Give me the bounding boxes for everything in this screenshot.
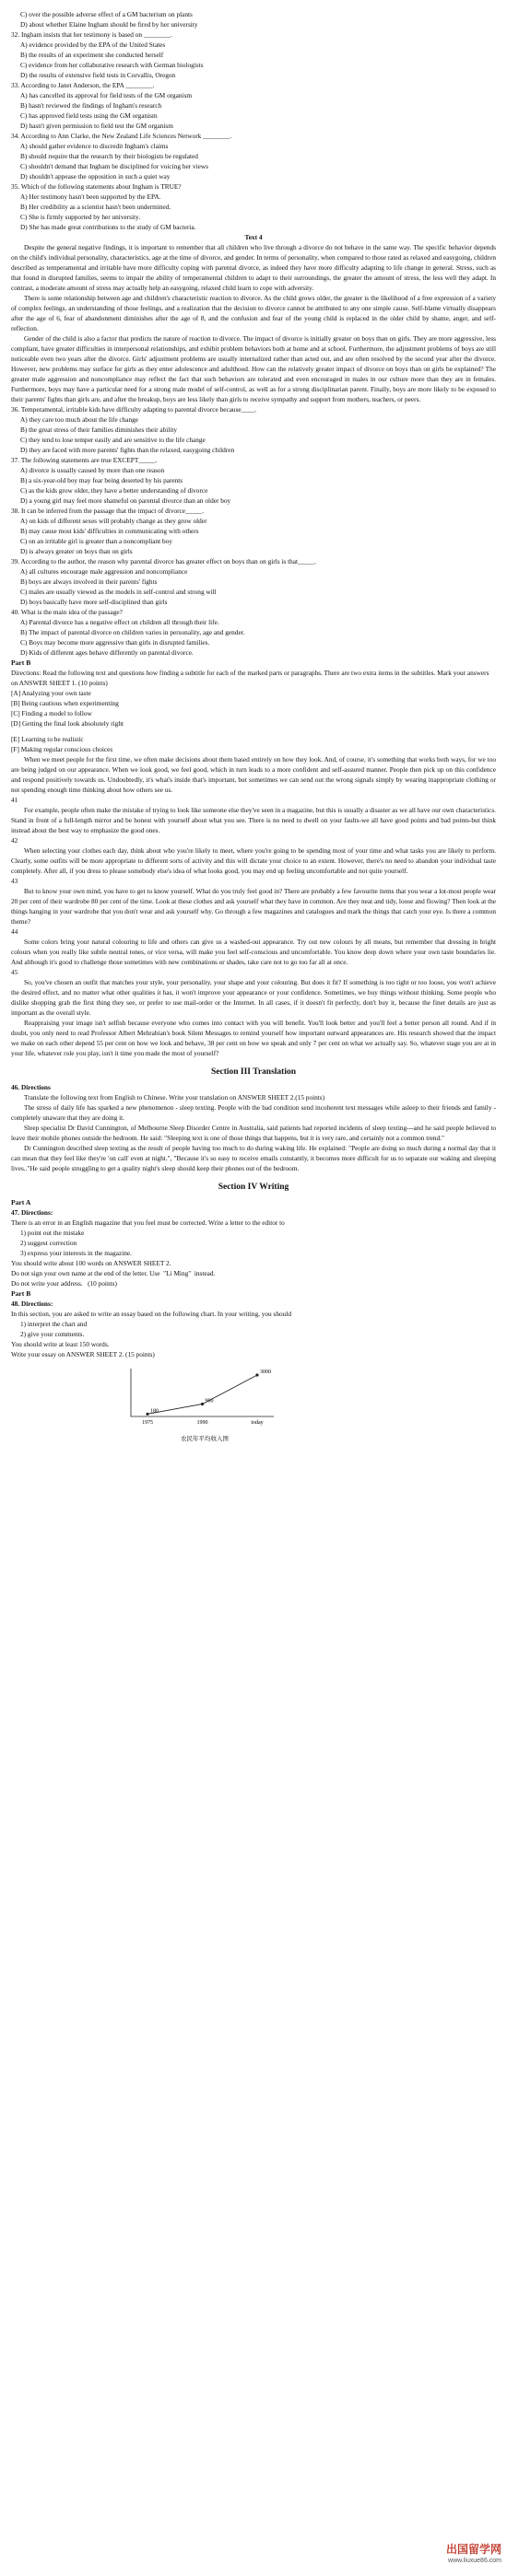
section-3-title: Section III Translation	[210, 1067, 297, 1077]
site-watermark	[422, 2543, 501, 2570]
translation-paragraph: Dr Cunnington described sleep texting as the result of people having too much to do during waking life. He explained: "People are doing so much during a normal day that it can mean that they feel like they're 'on call' even at night.", "Because it's so easy to receive emails constantly, it becomes more difficult for us to separate our waking and sleeping lives.."He said people struggling to get a quality night's sleep should keep their phones out of the bedroom.	[11, 1144, 496, 1172]
section-paragraph: For example, people often make the mistake of trying to look like someone else they've seen in a magazine, but this is usually a disaster as we all have our own characteristics. Stand in front of a full-length mirror and be honest with yourself about what you see. There is no need to dwell on your faults-we all have good points and bad points-but think instead about the best way to emphasize the good ones.	[11, 806, 496, 834]
text-line: D) hasn't given permission to field test the GM organism	[20, 122, 173, 130]
text-line: 37. The following statements are true EXCEPT_____.	[11, 456, 158, 464]
translation-paragraph: Sleep specialist Dr David Cunnington, of Melbourne Sleep Disorder Centre in Australia, said patients had reported incidents of sleep texting---and he said people believed to leave their mobile phones outside the bedroom. He said: "Sleeping text is one of those things that happens, but it is very rare, and certainly not a common trend."	[11, 1124, 496, 1142]
text-line: 2) suggest correction	[20, 1239, 77, 1247]
section-4-title: Section IV Writing	[218, 1183, 289, 1192]
section-number: 43	[11, 877, 18, 885]
text-line: [F] Making regular conscious choices	[11, 745, 113, 753]
text-line: A) Parental divorce has a negative effect on children all through their life.	[20, 618, 219, 626]
section-paragraph: So, you've chosen an outfit that matches your style, your personality, your shape and your colouring. But does it fit? If something is too tight or too loose, you won't achieve the desired effect, and no matter what other qualities it has, it won't improve your appearance or your confidence. Sometimes, we buy things without thinking. Some people who dislike shopping grab the first thing they see, or prefer to use mail-order or the Internet. In all cases, if it doesn't fit perfectly, don't buy it, because the finer details are just as important as the overall style.	[11, 978, 496, 1017]
text-line: B) The impact of parental divorce on children varies in personality, age and gender.	[20, 628, 245, 636]
text-line: 39. According to the author, the reason why parental divorce has greater effect on boys than on girls is that_____.	[11, 557, 317, 565]
text-line: A) they care too much about the life change	[20, 415, 139, 424]
text-line: B) the great stress of their families diminishes their ability	[20, 425, 178, 434]
text-line: [D] Getting the final look absolutely right	[11, 719, 124, 728]
text-line: B) the results of an experiment she conducted herself	[20, 51, 164, 59]
text-line: B) may cause most kids' difficulties in communicating with others	[20, 527, 199, 535]
text-line: A) should gather evidence to discredit Ingham's claims	[20, 142, 169, 150]
text-line: B) boys are always involved in their parents' fights	[20, 577, 158, 586]
q48-lines	[11, 1309, 496, 1359]
text-line: 36. Temperamental, irritable kids have difficulty adapting to parental divorce because____.	[11, 405, 257, 414]
q47-lines	[11, 1218, 496, 1288]
text-line: A) has cancelled its approval for field tests of the GM organism	[20, 91, 193, 99]
section-number: 41	[11, 796, 18, 804]
text-line: 2) give your comments.	[20, 1330, 85, 1338]
text-line: [C] Finding a model to follow	[11, 709, 92, 717]
section-number: 44	[11, 927, 18, 936]
text-line: B) hasn't reviewed the findings of Ingham's research	[20, 101, 162, 110]
text-line: D) shouldn't appease the opposition in such a quiet way	[20, 172, 171, 181]
text-line: C) they tend to lose temper easily and are sensitive to the life change	[20, 436, 206, 444]
text-line: 3) express your interests in the magazine.	[20, 1249, 132, 1257]
text-line: 35. Which of the following statements about Ingham is TRUE?	[11, 182, 182, 191]
text-line: C) over the possible adverse effect of a GM bacterium on plants	[20, 10, 193, 18]
income-series-line	[147, 1375, 257, 1414]
x-tick-label: 1975	[142, 1420, 153, 1426]
watermark-title: 出国留学网	[445, 2543, 501, 2556]
chart-caption: 农民年平均收入图	[181, 1435, 229, 1442]
text-line: B) a six-year-old boy may fear being deserted by his parents	[20, 476, 183, 484]
data-point	[255, 1373, 258, 1376]
text-line: [A] Analyzing your own taste	[11, 689, 91, 697]
text-line: 33. According to Janet Anderson, the EPA ________.	[11, 81, 155, 89]
text-line: C) on an irritable girl is greater than a noncompliant boy	[20, 537, 172, 545]
text-line: C) shouldn't demand that Ingham be disciplined for voicing her views	[20, 162, 208, 170]
passage-paragraph: Gender of the child is also a factor that predicts the nature of reaction to divorce. The impact of divorce is initially greater on boys than on girls. They are more aggressive, less compliant, have greater difficulties in interpersonal relationships, and exhibit problem behaviors both at home and at school. Furthermore, the adjustment problems of boys are still noticeable even two years after the divorce. Girls' adjustment problems are usually internalized rather than acted out, and are often resolved by the second year after the divorce. However, new problems may surface for girls as they enter adolescence and adulthood. How can the relatively greater impact of divorce on boys than on girls be explained? The greater male aggression and noncompliance may reflect the fact that such behaviors are tolerated and even encouraged in males in our culture more than they are in females. Furthermore, boys may have a particular need for a strong male model of self-control, as well as for a strong disciplinarian parent. Finally, boys are more likely to be exposed to their parents' fights than girls are, and after the breakup, boys are less likely than girls to receive sympathy and support from mothers, teachers, or peers.	[11, 334, 496, 403]
text-line: A) all cultures encourage male aggression and noncompliance	[20, 567, 188, 576]
text4-heading: Text 4	[244, 233, 263, 241]
text-line: B) should require that the research by their biologists be regulated	[20, 152, 198, 160]
translation-paragraph: The stress of daily life has sparked a new phenomenon - sleep texting. People with the bad condition send incoherent text messages while asleep to their friends and family - completely unaware that they are doing it.	[11, 1103, 496, 1122]
passage-paragraph: Despite the general negative findings, it is important to remember that all children who live through a divorce do not behave in the same way. The specific behavior depends on the child's individual personality, characteristics, age at the time of divorce, and gender. In terms of personality, when compared to those rated as relaxed and easygoing, children described as temperamental and irritable have more difficulty coping with parental divorce, as indeed they have more difficulty adapting to life change in general. Stress, such as that found in disrupted families, seems to impair the ability of temperamental children to adapt to their surroundings, the greater the amount of stress, the less well they adapt. In contrast, a moderate amount of stress may actually help an easygoing, relaxed child learn to cope with adversity.	[11, 243, 496, 292]
part-b-intro: When we meet people for the first time, we often make decisions about them based entirely on how they look. And, of course, it's something that works both ways, for we too are being judged on our appearance. When we look good, we feel good, which in turn leads to a more confident and self-assured manner. People then pick up on this confidence and respond positively towards us. Undoubtedly, it's what's inside that's important, but sometimes we can send out the wrong signals simply by wearing inappropriate clothing or not spending enough time thinking about how others see us.	[11, 755, 496, 794]
part-b-options	[11, 688, 496, 754]
part-b-directions: Directions: Read the following text and questions how finding a subtitle for each of the marked parts or paragraphs. There are two extra items in the subtitles. Mark your answers on ANSWER SHEET 1. (10 points)	[11, 669, 491, 687]
text-line: D) boys basically have more self-disciplined than girls	[20, 598, 168, 606]
q47-label: 47. Directions:	[11, 1208, 53, 1217]
text-line: [B] Being cautious when experimenting	[11, 699, 119, 707]
section-paragraph: But to know your own mind, you have to get to know yourself. What do you truly feel good in? There are probably a few favourite items that you wear a lot-most people wear 20 per cent of their wardrobe 80 per cent of the time. Look at these clothes and ask yourself what they have in common. Are they neat and tidy, loose and flowing? Then look at the things hanging in your wardrobe that you don't wear and ask yourself why. Go through a few magazines and catalogues and mark the things that catch your eye. Is there a common theme?	[11, 887, 496, 926]
text-line: C) has approved field tests using the GM organism	[20, 111, 158, 120]
text-line: A) divorce is usually caused by more than one reason	[20, 466, 165, 474]
text-line: C) evidence from her collaborative research with German biologists	[20, 61, 204, 69]
q46-label: 46. Directions	[11, 1083, 51, 1091]
text-line: D) the results of extensive field tests in Corvallis, Oregon	[20, 71, 176, 79]
text-line: D) Kids of different ages behave differently on parental divorce.	[20, 648, 194, 657]
text-line: 1) point out the mistake	[20, 1229, 85, 1237]
passage-paragraph: There is some relationship between age and children's characteristic reaction to divorce. As the child grows older, the greater is the likelihood of a free expression of a variety of complex feelings, an understanding of those feelings, and a realization that the decision to divorce cannot be attributed to any one simple cause. Self-blame virtually disappears after the age of 6, fear of abandonment diminishes after the age of 8, and the confusion and fear of the young child is replaced in the older child by shame, anger, and self-reflection.	[11, 294, 496, 332]
section-number: 42	[11, 836, 18, 845]
text-line: C) males are usually viewed as the models in self-control and strong will	[20, 588, 217, 596]
text-line: In this section, you are asked to write an essay based on the following chart. In your writing, you should	[11, 1310, 291, 1318]
text-line: A) Her testimony hasn't been supported by the EPA.	[20, 192, 161, 201]
part-b-sections	[11, 795, 496, 1018]
text3-question-tail	[11, 9, 496, 232]
text-line: You should write about 100 words on ANSWER SHEET 2.	[11, 1259, 171, 1267]
income-line-chart	[112, 1365, 297, 1429]
watermark-url: www.liuxue86.com	[448, 2558, 501, 2564]
part-b-label: Part B	[11, 659, 31, 667]
section-paragraph: Some colors bring your natural colouring to life and others can give us a washed-out appearance. Try out new colours by all means, but remember that dressing in bright colours when you really like subtle neutral tones, or vice versa, will make you feel self-conscious and uncomfortable. You know deep down where your own taste boundaries lie. And although it's good to challenge those sometimes with new combinations or shades, take care not to go too far all at once.	[11, 938, 496, 966]
section-number: 45	[11, 968, 18, 976]
data-point	[146, 1413, 148, 1416]
part-b-outro: Reappraising your image isn't selfish because everyone who comes into contact with you will benefit. You'll look better and you'll feel a better person all round. And if in doubt, you only need to read Professor Albert Mehrabian's book Silent Messages to remind yourself how important outward appearances are. His research showed that the impact we make on each other depend 55 per cent on how we look and behave, 38 per cent on how we speak and only 7 per cent on what we actually say. So, whatever stage you are at in your life, whatever role you play, isn't it time you made the most of yourself?	[11, 1019, 496, 1057]
text-line: D) about whether Elaine Ingham should be fired by her university	[20, 20, 198, 29]
text-line: Write your essay on ANSWER SHEET 2. (15 points)	[11, 1350, 155, 1358]
section-paragraph: When selecting your clothes each day, think about who you're likely to meet, where you're going to be spending most of your time and what tasks you are likely to perform. Clearly, some outfits will be more appropriate to different sorts of activity and this will dictate your choice to an extent. However, there's no need to abandon your individual taste completely. After all, if you dress to please somebody else's idea of what looks good, you may end up feeling uncomfortable and not quite yourself.	[11, 846, 496, 875]
translation-text	[11, 1102, 496, 1173]
text-line: Do not write your address. (10 points)	[11, 1279, 117, 1288]
text-line: D) they are faced with more parents' fights than the relaxed, easygoing children	[20, 446, 235, 454]
income-chart	[112, 1365, 297, 1444]
text-line: C) She is firmly supported by her university.	[20, 213, 141, 221]
text-line: 1) interpret the chart and	[20, 1320, 88, 1328]
part-b2-label: Part B	[11, 1289, 31, 1298]
text4-questions	[11, 404, 496, 658]
text-line: You should write at least 150 words.	[11, 1340, 110, 1348]
text-line: 38. It can be inferred from the passage that the impact of divorce_____.	[11, 507, 205, 515]
text-line: 34. According to Ann Clarke, the New Zealand Life Sciences Network ________.	[11, 132, 232, 140]
text4-passage	[11, 242, 496, 404]
text-line: Do not sign your own name at the end of the letter. Use "Li Ming" instead.	[11, 1269, 216, 1277]
part-a-label: Part A	[11, 1198, 31, 1206]
text-line: 40. What is the main idea of the passage?	[11, 608, 123, 616]
data-point	[201, 1403, 204, 1405]
x-tick-label: today	[251, 1420, 264, 1426]
q48-label: 48. Directions:	[11, 1300, 53, 1308]
text-line: 32. Ingham insists that her testimony is based on ________.	[11, 30, 172, 39]
text-line: D) a young girl may feel more shameful on parental divorce than an older boy	[20, 496, 231, 505]
x-tick-label: 1990	[196, 1420, 208, 1426]
text-line: D) is always greater on boys than on girls	[20, 547, 133, 555]
text-line: D) She has made great contributions to the study of GM bacteria.	[20, 223, 196, 231]
data-label: 900	[205, 1398, 214, 1405]
text-line: [E] Learning to be realistic	[11, 735, 84, 743]
data-label: 180	[150, 1408, 159, 1415]
text-line: B) Her credibility as a scientist hasn't been undermined.	[20, 203, 171, 211]
text-line: There is an error in an English magazine that you feel must be corrected. Write a letter to the editor to	[11, 1218, 285, 1227]
q46-directions: Translate the following text from English to Chinese. Write your translation on ANSWER SHEET 2.(15 points)	[24, 1093, 325, 1102]
text-line: A) on kids of different sexes will probably change as they grow older	[20, 517, 207, 525]
text-line: C) Boys may become more aggressive than girls in disrupted families.	[20, 638, 210, 647]
text-line: C) as the kids grow older, they have a better understanding of divorce	[20, 486, 208, 495]
data-label: 3000	[260, 1370, 271, 1375]
text-line: A) evidence provided by the EPA of the United States	[20, 41, 166, 49]
